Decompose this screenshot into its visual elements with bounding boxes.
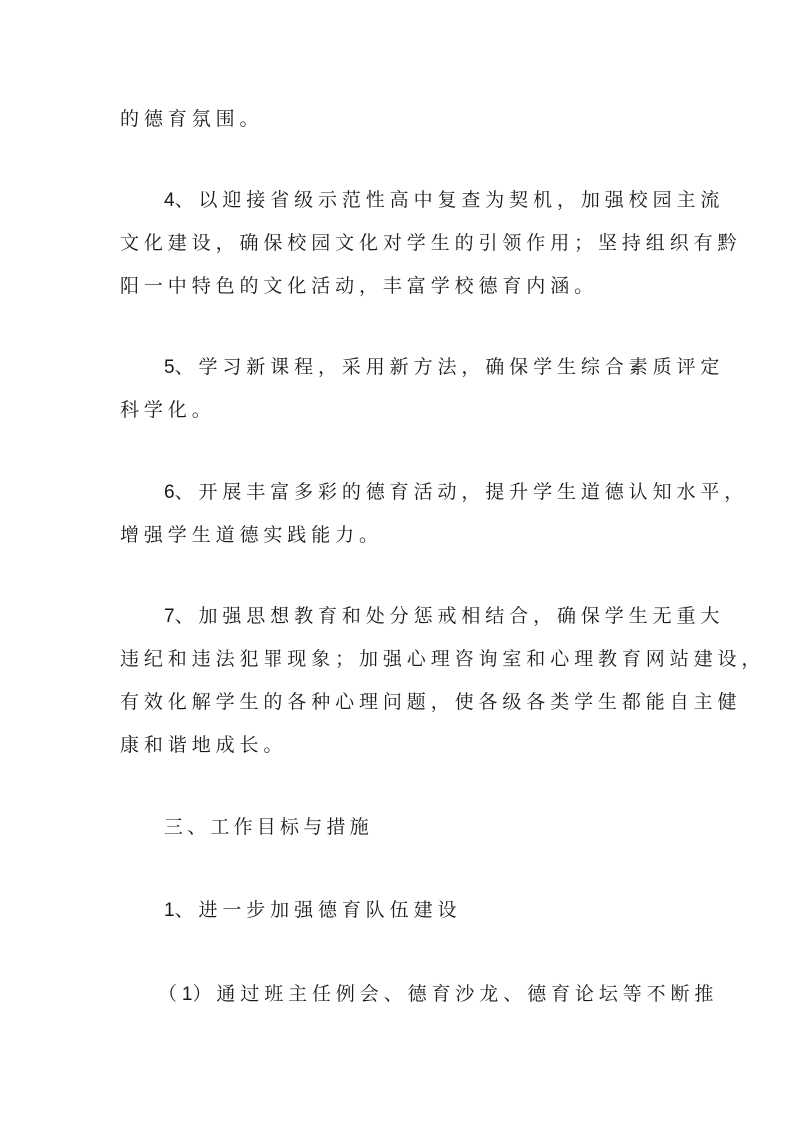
item-4-line-1: 4、以迎接省级示范性高中复查为契机，加强校园主流: [164, 189, 725, 211]
section-heading: 三、工作目标与措施: [164, 816, 373, 838]
paragraph-line: 的德育氛围。: [120, 108, 264, 130]
item-4-line-2: 文化建设，确保校园文化对学生的引领作用；坚持组织有黔: [120, 232, 742, 254]
item-6-line-1: 6、开展丰富多彩的德育活动，提升学生道德认知水平，: [164, 481, 749, 503]
item-number: 6: [164, 482, 175, 503]
item-7-line-4: 康和谐地成长。: [120, 734, 288, 756]
item-6-line-2: 增强学生道德实践能力。: [120, 524, 383, 546]
item-7-line-1: 7、加强思想教育和处分惩戒相结合，确保学生无重大: [164, 605, 725, 627]
item-number: 4: [164, 190, 175, 211]
item-7-line-3: 有效化解学生的各种心理问题，使各级各类学生都能自主健: [120, 691, 742, 713]
item-4-line-3: 阳一中特色的文化活动，丰富学校德育内涵。: [120, 275, 599, 297]
item-number: 5: [164, 357, 175, 378]
item-5-line-2: 科学化。: [120, 399, 216, 421]
item-number: 7: [164, 606, 175, 627]
item-5-line-1: 5、学习新课程，采用新方法，确保学生综合素质评定: [164, 356, 725, 378]
item-number: 1: [164, 900, 175, 921]
item-7-line-2: 违纪和违法犯罪现象；加强心理咨询室和心理教育网站建设，: [120, 648, 766, 670]
subitem-1-line-1: （1）通过班主任例会、德育沙龙、德育论坛等不断推: [158, 983, 719, 1005]
item-number: 1: [181, 984, 193, 1005]
subsection-heading: 1、进一步加强德育队伍建设: [164, 899, 462, 921]
